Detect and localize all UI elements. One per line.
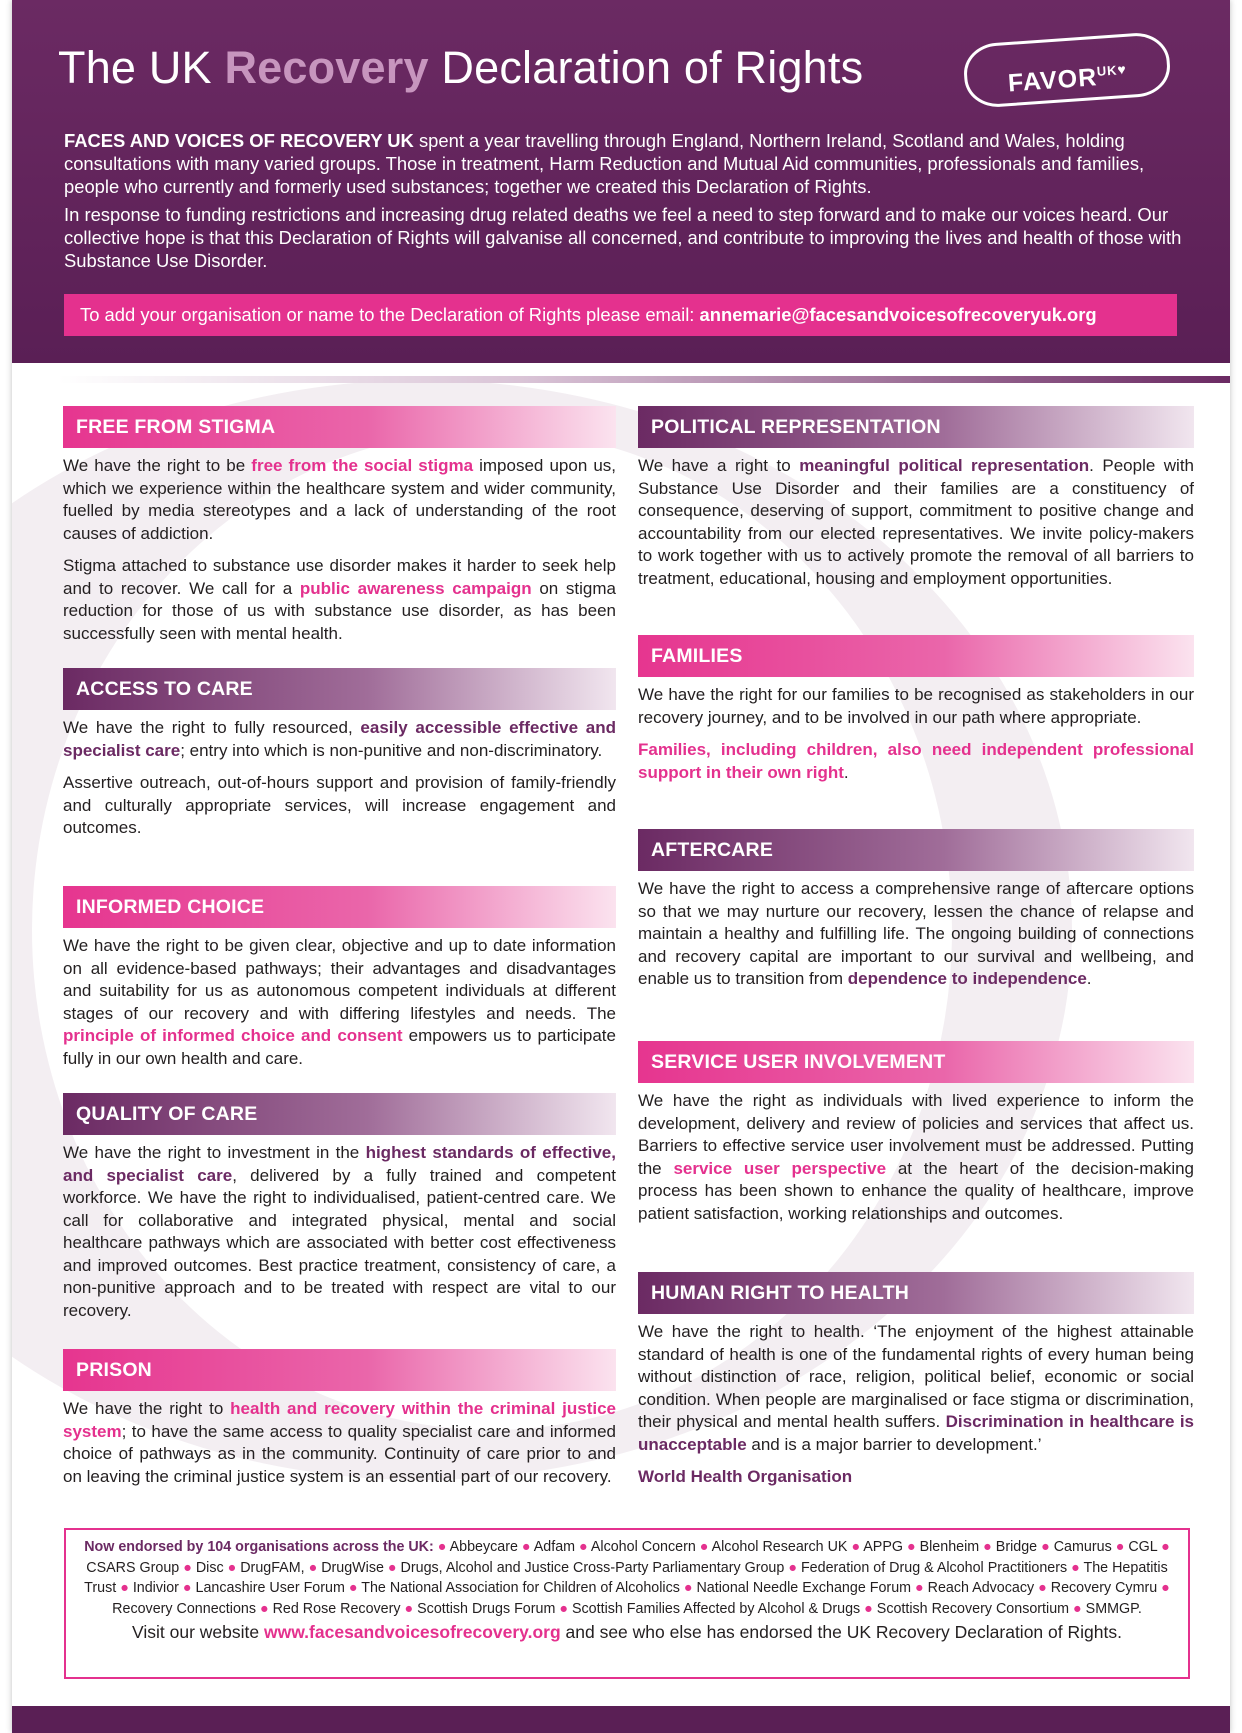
section-service-user-involvement	[638, 1041, 1194, 1235]
section-prison	[63, 1349, 616, 1498]
highlight: Families, including children, also need independent professional support in their own right	[638, 740, 1194, 782]
title-part-2: Declaration of Rights	[428, 42, 864, 93]
highlight: free from the social stigma	[251, 456, 474, 475]
bullet-icon: ●	[1034, 1580, 1051, 1596]
section-body	[63, 710, 616, 840]
organisation-name: CSARS Group	[86, 1559, 180, 1576]
intro-text	[64, 129, 1199, 277]
endorsement-list	[66, 1537, 1188, 1619]
section-political-representation	[638, 406, 1194, 600]
section-body	[638, 871, 1194, 991]
heart-icon: ♥	[1116, 60, 1128, 78]
paragraph	[63, 1142, 616, 1322]
highlight: public awareness campaign	[299, 578, 532, 598]
visit-text-end: and see who else has endorsed the UK Recovery Declaration of Rights.	[560, 1622, 1122, 1642]
organisation-name: Scottish Recovery Consortium	[876, 1600, 1070, 1617]
highlight: easily accessible effective and specialist care	[63, 718, 616, 760]
bullet-icon: ●	[1067, 1559, 1084, 1576]
bullet-icon: ●	[178, 1580, 196, 1596]
bullet-icon: ●	[979, 1539, 996, 1555]
organisation-name: Recovery Cymru	[1050, 1580, 1158, 1596]
section-heading: FREE FROM STIGMA	[63, 406, 616, 448]
intro-lead: FACES AND VOICES OF RECOVERY UK	[64, 130, 414, 151]
text: ; entry into which is non-punitive and non-discriminatory.	[180, 740, 603, 760]
bullet-icon: ●	[304, 1559, 322, 1576]
text: empowers us to participate fully in our own health and care.	[63, 1026, 616, 1068]
bullet-icon: ●	[1111, 1539, 1129, 1555]
paragraph	[638, 878, 1194, 991]
text: We have the right to health. ‘The enjoyment of the highest attainable standard of health is one of the fundamental rights of every human being without distinction of race, religion, political belief, economic or social condition. When people are marginalised or face stigma or discrimination, their physical and mental health suffers.	[638, 1322, 1194, 1431]
bullet-icon: ●	[555, 1600, 572, 1617]
text: .	[843, 762, 849, 782]
section-body	[63, 448, 616, 645]
intro-paragraph-1	[64, 129, 1199, 198]
bullet-icon: ●	[1157, 1580, 1170, 1596]
section-body	[63, 928, 616, 1070]
section-heading: PRISON	[63, 1349, 616, 1391]
text: .	[1086, 969, 1092, 988]
organisation-name: National Needle Exchange Forum	[696, 1580, 912, 1596]
organisation-name: SMMGP.	[1085, 1600, 1142, 1617]
attribution-text: World Health Organisation	[638, 1467, 853, 1486]
paragraph	[638, 1090, 1194, 1225]
organisation-name: Drugs, Alcohol and Justice Cross-Party Parliamentary Group	[400, 1559, 785, 1576]
section-divider	[58, 376, 1230, 383]
favor-uk-logo	[962, 31, 1172, 109]
organisation-name: Disc	[195, 1559, 224, 1576]
text: , delivered by a fully trained and competent workforce. We have the right to individualised, patient-centred care. We call for collaborative and integrated physical, mental and social healthcare pathways which are associated with better cost effectiveness and improved outcomes. Best practice treatment, consistency of care, a non-punitive approach and to be treated with respect are vital to our recovery.	[63, 1165, 616, 1320]
text: We have the right to	[63, 1399, 231, 1418]
attribution	[638, 1466, 1194, 1489]
endorsements-box	[64, 1528, 1190, 1679]
document-page	[12, 0, 1230, 1733]
paragraph	[63, 1398, 616, 1488]
intro-paragraph-2: In response to funding restrictions and increasing drug related deaths we feel a need to step forward and to make our voices heard. Our collective hope is that this Declaration of Rights will galvanise all concerned, and contribute to improving the lives and health of those with Substance Use Disorder.	[64, 204, 1182, 271]
bullet-icon: ●	[575, 1539, 591, 1555]
highlight: dependence to independence	[847, 969, 1087, 988]
organisation-name: The National Association for Children of Alcoholics	[361, 1580, 680, 1596]
organisation-name: Abbeycare	[449, 1539, 518, 1555]
section-free-from-stigma	[63, 406, 616, 655]
paragraph	[638, 1321, 1194, 1456]
highlight: Discrimination in healthcare is unacceptable	[638, 1412, 1195, 1454]
organisation-name: Bridge	[995, 1539, 1038, 1555]
visit-website-line	[66, 1620, 1188, 1644]
text: We have the right to fully resourced,	[63, 718, 361, 737]
visit-text: Visit our website	[132, 1622, 264, 1642]
section-heading: AFTERCARE	[638, 829, 1194, 871]
organisation-name: Blenheim	[919, 1539, 980, 1555]
bullet-icon: ●	[679, 1580, 697, 1596]
title-accent: Recovery	[224, 42, 429, 93]
bullet-icon: ●	[344, 1580, 362, 1596]
paragraph	[63, 455, 616, 545]
organisation-name: DrugFAM,	[240, 1559, 305, 1576]
paragraph	[63, 717, 616, 762]
bullet-icon: ●	[223, 1559, 241, 1576]
text: Stigma attached to substance use disorder makes it harder to seek help and to recover. We call for a	[63, 556, 616, 598]
bullet-icon: ●	[400, 1600, 418, 1617]
section-body	[638, 677, 1194, 784]
email-prompt: To add your organisation or name to the Declaration of Rights please email:	[80, 304, 700, 325]
section-informed-choice	[63, 886, 616, 1080]
text: ; to have the same access to quality specialist care and informed choice of pathways as in the community. Continuity of care prior to and on leaving the criminal justice system is an essential part of our recovery.	[63, 1421, 616, 1486]
organisation-name: The Hepatitis Trust	[84, 1559, 1168, 1596]
text: at the heart of the decision-making process has been shown to enhance the quality of healthcare, improve patient satisfaction, working relationships and outcomes.	[638, 1158, 1195, 1223]
website-link[interactable]: www.facesandvoicesofrecovery.org	[264, 1622, 561, 1642]
paragraph: Assertive outreach, out-of-hours support and provision of family-friendly and culturally appropriate services, will increase engagement and outcomes.	[63, 773, 616, 837]
section-body	[63, 1391, 616, 1488]
title-part-1: The UK	[58, 42, 225, 93]
organisation-name: Reach Advocacy	[927, 1580, 1035, 1596]
text: We have the right as individuals with lived experience to inform the development, delivery and review of policies and services that affect us. Barriers to effective service user involvement must be addressed. Putting the	[638, 1091, 1194, 1178]
text: We have the right to access a comprehensive range of aftercare options so that we may nurture our recovery, lessen the chance of relapse and maintain a healthy and fulfilling life. The ongoing building of connections and recovery capital are important to our survival and wellbeing, and enable us to transition from	[638, 879, 1194, 988]
section-heading: POLITICAL REPRESENTATION	[638, 406, 1194, 448]
text: imposed upon us, which we experience within the healthcare system and wider community, fuelled by media stereotypes and a lack of understanding of the root causes of addiction.	[63, 456, 617, 543]
highlight: principle of informed choice and consent	[63, 1026, 403, 1045]
bullet-icon: ●	[116, 1580, 133, 1596]
paragraph	[638, 455, 1194, 590]
page-title	[58, 42, 863, 94]
section-body	[63, 1135, 616, 1322]
highlight: meaningful political representation	[799, 456, 1090, 475]
section-heading: SERVICE USER INVOLVEMENT	[638, 1041, 1194, 1083]
bullet-icon: ●	[1037, 1539, 1054, 1555]
bullet-icon: ●	[695, 1539, 712, 1555]
bullet-icon: ●	[1157, 1539, 1170, 1555]
header-banner	[12, 0, 1230, 363]
organisation-name: Scottish Drugs Forum	[417, 1600, 556, 1617]
section-human-right-to-health	[638, 1272, 1194, 1499]
bullet-icon: ●	[383, 1559, 401, 1576]
bullet-icon: ●	[256, 1600, 273, 1617]
text: We have the right to be	[63, 456, 252, 475]
bullet-icon: ●	[437, 1539, 450, 1555]
organisation-name: APPG	[863, 1539, 903, 1555]
organisation-name: Camurus	[1053, 1539, 1112, 1555]
bullet-icon: ●	[784, 1559, 801, 1576]
organisation-name: Lancashire User Forum	[195, 1580, 345, 1596]
text: . People with Substance Use Disorder and their families are a constituency of consequence, deserving of support, commitment to positive change and accountability from our elected representatives. We invite policy-makers to work together with us to actively promote the removal of all barriers to treatment, educational, housing and employment opportunities.	[638, 456, 1195, 588]
text: We have the right to be given clear, objective and up to date information on all evidence-based pathways; their advantages and disadvantages and suitability for us as autonomous competent individuals at different stages of our recovery and with differing lifestyles and needs. The	[63, 936, 616, 1023]
logo-text: FAVOR	[1007, 63, 1099, 98]
section-body	[638, 448, 1194, 590]
paragraph	[63, 555, 616, 645]
footer-bar	[12, 1706, 1230, 1733]
organisation-name: Alcohol Research UK	[711, 1539, 848, 1555]
text: We have the right to investment in the	[63, 1143, 366, 1162]
bullet-icon: ●	[903, 1539, 920, 1555]
organisation-name: Red Rose Recovery	[272, 1600, 401, 1617]
organisation-name: Adfam	[533, 1539, 576, 1555]
bullet-icon: ●	[1069, 1600, 1086, 1617]
bullet-icon: ●	[847, 1539, 864, 1555]
highlight: highest standards of effective, and specialist care	[63, 1143, 616, 1185]
section-access-to-care	[63, 668, 616, 850]
organisation-name: Indivior	[132, 1580, 179, 1596]
text: and is a major barrier to development.’	[746, 1434, 1042, 1454]
section-families	[638, 635, 1194, 794]
section-aftercare	[638, 829, 1194, 1001]
organisation-name: Federation of Drug & Alcohol Practitioners	[800, 1559, 1068, 1576]
organisation-name: DrugWise	[321, 1559, 384, 1576]
email-link[interactable]: annemarie@facesandvoicesofrecoveryuk.org	[699, 304, 1097, 325]
section-quality-of-care	[63, 1093, 616, 1332]
paragraph: We have the right for our families to be recognised as stakeholders in our recovery journey, and to be involved in our path where appropriate.	[638, 685, 1194, 727]
organisation-name: CGL	[1128, 1539, 1158, 1555]
bullet-icon: ●	[517, 1539, 534, 1555]
text: We have a right to	[638, 456, 800, 475]
highlight: service user perspective	[673, 1158, 887, 1178]
bullet-icon: ●	[860, 1600, 877, 1617]
bullet-icon: ●	[911, 1580, 928, 1596]
section-body	[638, 1083, 1194, 1225]
logo-uk: UK	[1096, 62, 1119, 79]
section-heading: INFORMED CHOICE	[63, 886, 616, 928]
paragraph	[63, 935, 616, 1070]
intro-p1-text: spent a year travelling through England, Northern Ireland, Scotland and Wales, holding consultations with many varied groups. Those in treatment, Harm Reduction and Mutual Aid communities, professionals and families, people who currently and formerly used substances; together we created this Declaration of Rights.	[64, 130, 1145, 197]
section-body	[638, 1314, 1194, 1489]
endorsement-lead: Now endorsed by 104 organisations across the UK:	[84, 1539, 434, 1555]
section-heading: ACCESS TO CARE	[63, 668, 616, 710]
organisation-name: Scottish Families Affected by Alcohol & Drugs	[571, 1600, 861, 1617]
section-heading: QUALITY OF CARE	[63, 1093, 616, 1135]
organisation-name: Recovery Connections	[112, 1600, 257, 1617]
text: on stigma reduction for those of us with substance use disorder, as has been successfully seen with mental health.	[63, 578, 616, 643]
section-heading: FAMILIES	[638, 635, 1194, 677]
organisation-name: Alcohol Concern	[590, 1539, 696, 1555]
email-callout	[64, 294, 1177, 336]
paragraph	[638, 739, 1194, 784]
bullet-icon: ●	[179, 1559, 196, 1576]
section-heading: HUMAN RIGHT TO HEALTH	[638, 1272, 1194, 1314]
highlight: health and recovery within the criminal justice system	[63, 1399, 616, 1441]
